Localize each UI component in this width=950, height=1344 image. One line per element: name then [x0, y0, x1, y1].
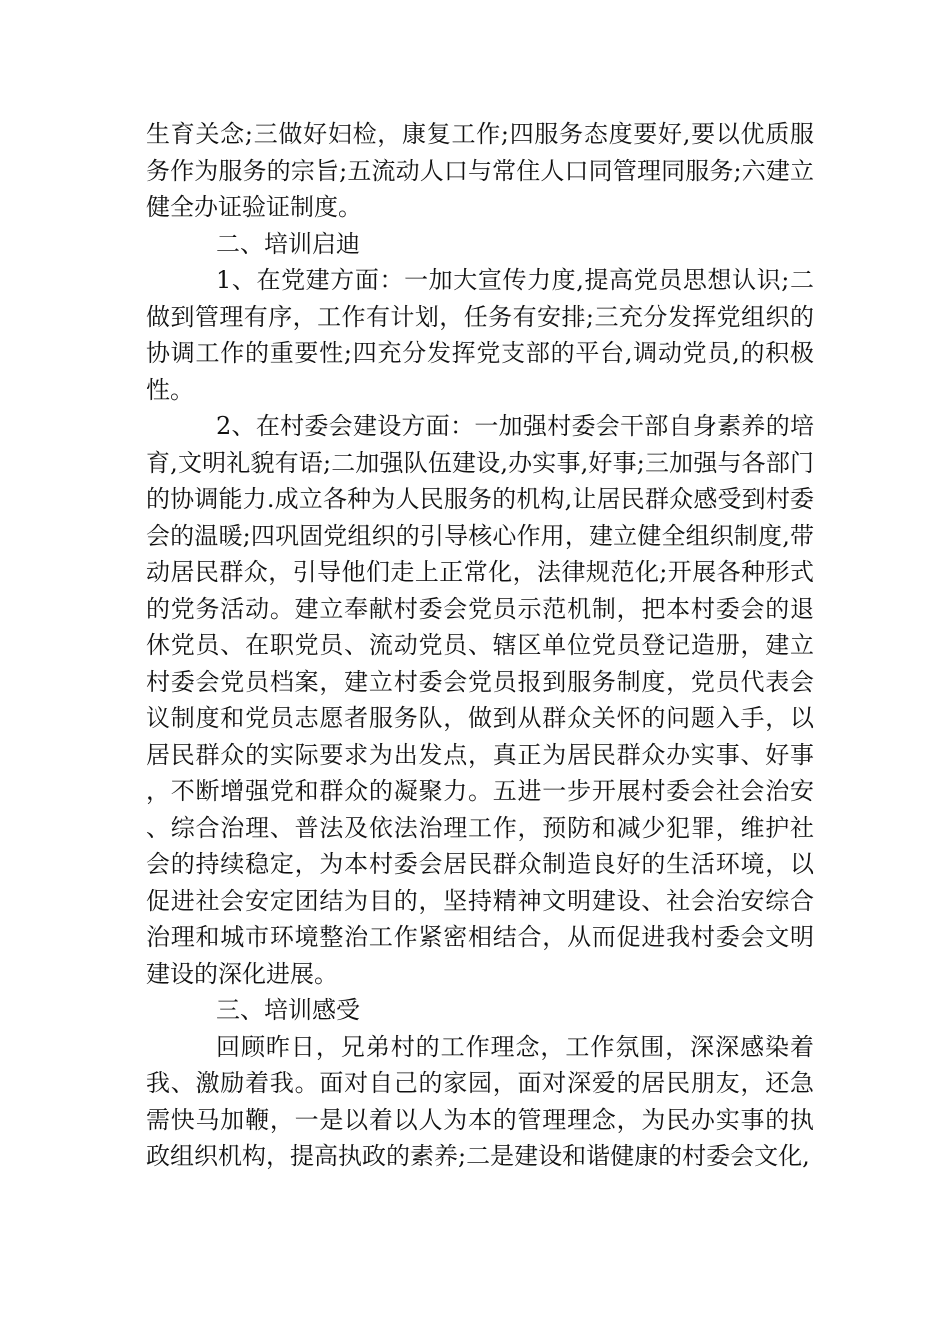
paragraph-party-building: 1、在党建方面：一加大宣传力度,提高党员思想认识;二做到管理有序，工作有计划，任务有安排;三充分发挥党组织的协调工作的重要性;四充分发挥党支部的平台,调动党员,的积极性。: [146, 266, 814, 404]
paragraph-reflection: 回顾昨日，兄弟村的工作理念，工作氛围，深深感染着我、激励着我。面对自己的家园，面对深爱的居民朋友，还急需快马加鞭，一是以着以人为本的管理理念，为民办实事的执政组织机构，提高执政的素养;二是建设和谐健康的村委会文化,: [146, 1032, 814, 1170]
document-page: [146, 116, 814, 1175]
paragraph-village-committee: 2、在村委会建设方面：一加强村委会干部自身素养的培育,文明礼貌有语;二加强队伍建设,办实事,好事;三加强与各部门的协调能力.成立各种为人民服务的机构,让居民群众感受到村委会的温暖;四巩固党组织的引导核心作用，建立健全组织制度,带动居民群众，引导他们走上正常化，法律规范化;开展各种形式的党务活动。建立奉献村委会党员示范机制，把本村委会的退休党员、在职党员、流动党员、辖区单位党员登记造册，建立村委会党员档案，建立村委会党员报到服务制度，党员代表会议制度和党员志愿者服务队，做到从群众关怀的问题入手，以居民群众的实际要求为出发点，真正为居民群众办实事、好事，不断增强党和群众的凝聚力。五进一步开展村委会社会治安、综合治理、普法及依法治理工作，预防和减少犯罪，维护社会的持续稳定，为本村委会居民群众制造良好的生活环境，以促进社会安定团结为目的，坚持精神文明建设、社会治安综合治理和城市环境整治工作紧密相结合，从而促进我村委会文明建设的深化进展。: [146, 412, 814, 988]
paragraph-continuation: 生育关念;三做好妇检，康复工作;四服务态度要好,要以优质服务作为服务的宗旨;五流动人口与常住人口同管理同服务;六建立健全办证验证制度。: [146, 120, 814, 221]
section-heading-2: 二、培训启迪: [216, 229, 360, 258]
section-heading-3: 三、培训感受: [216, 996, 360, 1024]
